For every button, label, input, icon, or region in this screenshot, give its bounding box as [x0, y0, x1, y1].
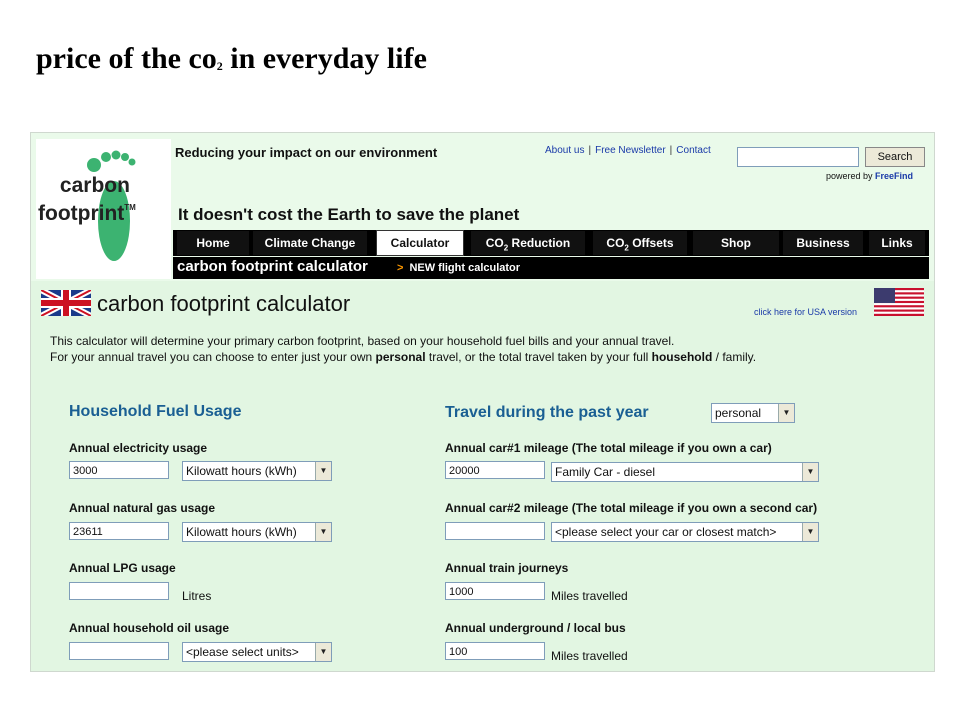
- tab-links[interactable]: Links: [869, 231, 925, 255]
- sub-bar: [173, 257, 929, 279]
- travel-heading: Travel during the past year: [445, 404, 649, 421]
- intro-line-2: For your annual travel you can choose to enter just your own personal travel, or the total travel taken by your full household / family.: [50, 350, 757, 364]
- oil-label: Annual household oil usage: [69, 621, 230, 635]
- car2-mileage-input[interactable]: [445, 522, 545, 540]
- flight-calculator-link[interactable]: > NEW flight calculator: [397, 262, 521, 274]
- powered-by: [826, 171, 913, 181]
- tab-co2-reduction[interactable]: $CO_2$ Reduction: [471, 231, 585, 255]
- dropdown-arrow-icon: ▼: [802, 463, 818, 481]
- car1-label: Annual car#1 mileage (The total mileage if you own a car): [445, 441, 772, 455]
- bus-label: Annual underground / local bus: [445, 621, 626, 635]
- calculator-intro: [50, 333, 910, 365]
- search-button[interactable]: Search: [865, 147, 925, 167]
- dropdown-arrow-icon: ▼: [315, 523, 331, 541]
- electricity-label: Annual electricity usage: [69, 441, 208, 455]
- subbar-title: carbon footprint calculator: [177, 258, 368, 275]
- gas-input[interactable]: 23611: [69, 522, 169, 540]
- intro-line-1: This calculator will determine your primary carbon footprint, based on your household fuel bills and your annual travel.: [50, 334, 675, 348]
- slide-title: price of the $co_2$ in everyday life: [36, 42, 427, 75]
- dropdown-arrow-icon: ▼: [315, 462, 331, 480]
- dropdown-arrow-icon: ▼: [315, 643, 331, 661]
- lpg-input[interactable]: [69, 582, 169, 600]
- about-us-link[interactable]: About us: [545, 145, 585, 156]
- dropdown-arrow-icon: ▼: [778, 404, 794, 422]
- oil-unit-select[interactable]: <please select units> ▼: [182, 642, 332, 662]
- train-input[interactable]: 1000: [445, 582, 545, 600]
- bus-unit: Miles travelled: [551, 649, 628, 663]
- uk-flag-icon: [41, 290, 91, 316]
- contact-link[interactable]: Contact: [676, 145, 711, 156]
- carbon-footprint-logo[interactable]: [36, 139, 171, 279]
- household-heading: Household Fuel Usage: [69, 403, 242, 420]
- train-label: Annual train journeys: [445, 561, 569, 575]
- tab-business[interactable]: Business: [783, 231, 863, 255]
- tab-calculator[interactable]: Calculator: [376, 230, 464, 256]
- car2-label: Annual car#2 mileage (The total mileage if you own a second car): [445, 501, 818, 515]
- tab-co2-offsets[interactable]: $CO_2$ Offsets: [593, 231, 687, 255]
- header-links: About us | Free Newsletter | Contact: [545, 145, 711, 156]
- travel-mode-select[interactable]: personal ▼: [711, 403, 795, 423]
- main-nav: [173, 230, 929, 256]
- dropdown-arrow-icon: ▼: [802, 523, 818, 541]
- browser-screenshot: [30, 132, 935, 672]
- tab-shop[interactable]: Shop: [693, 231, 779, 255]
- search-input[interactable]: [737, 147, 859, 167]
- site-tagline: Reducing your impact on our environment: [175, 145, 438, 160]
- calculator-title: carbon footprint calculator: [97, 291, 351, 316]
- tab-climate-change[interactable]: Climate Change: [253, 231, 367, 255]
- newsletter-link[interactable]: Free Newsletter: [595, 145, 666, 156]
- site-slogan: It doesn't cost the Earth to save the planet: [178, 205, 520, 224]
- usa-version-link[interactable]: click here for USA version: [754, 307, 858, 317]
- car1-mileage-input[interactable]: 20000: [445, 461, 545, 479]
- car2-type-select[interactable]: <please select your car or closest match> ▼: [551, 522, 819, 542]
- oil-input[interactable]: [69, 642, 169, 660]
- site-header: [31, 133, 934, 281]
- bus-input[interactable]: 100: [445, 642, 545, 660]
- electricity-unit-select[interactable]: Kilowatt hours (kWh) ▼: [182, 461, 332, 481]
- gas-label: Annual natural gas usage: [69, 501, 216, 515]
- tab-home[interactable]: Home: [177, 231, 249, 255]
- powered-by-text: powered by: [826, 171, 873, 181]
- lpg-unit: Litres: [182, 589, 212, 603]
- gas-unit-select[interactable]: Kilowatt hours (kWh) ▼: [182, 522, 332, 542]
- electricity-input[interactable]: 3000: [69, 461, 169, 479]
- freefind-link[interactable]: FreeFind: [875, 171, 914, 181]
- train-unit: Miles travelled: [551, 589, 628, 603]
- logo-wordmark: carbon footprint™: [38, 174, 136, 225]
- us-flag-icon[interactable]: [874, 288, 924, 316]
- car1-type-select[interactable]: Family Car - diesel ▼: [551, 462, 819, 482]
- lpg-label: Annual LPG usage: [69, 561, 176, 575]
